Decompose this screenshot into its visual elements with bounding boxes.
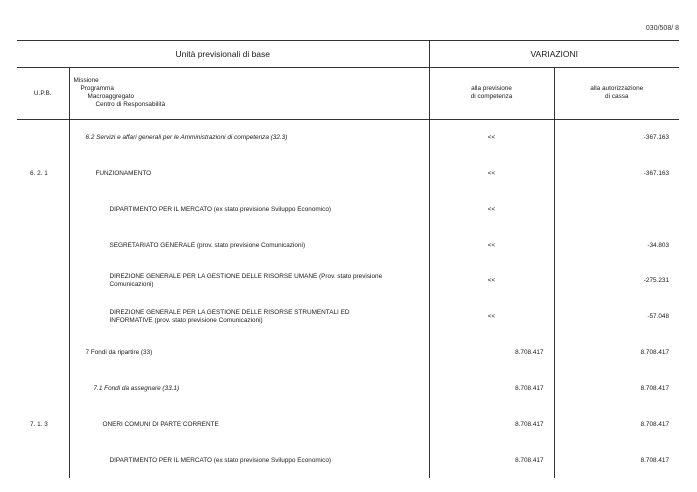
- cassa-header-line1: alla autorizzazione: [590, 85, 644, 93]
- competenza-header-line1: alla previsione: [471, 85, 512, 93]
- competenza-cell: <<: [429, 227, 554, 263]
- table-row: [17, 191, 679, 227]
- competenza-header: [429, 67, 554, 119]
- centro-label: Centro di Responsabilità: [95, 101, 166, 109]
- cassa-header-line2: di cassa: [605, 93, 629, 101]
- macroaggregato-label: Macroaggregato: [87, 93, 135, 101]
- cassa-header: [554, 67, 679, 119]
- desc-cell: 7 Fondi da ripartire (33): [69, 335, 429, 371]
- upb-cell: 7. 1. 3: [17, 406, 69, 442]
- table-row: [17, 155, 679, 191]
- cassa-cell: 8.708.417: [640, 384, 670, 392]
- table-row: [17, 227, 679, 263]
- desc-cell: ONERI COMUNI DI PARTE CORRENTE: [69, 406, 429, 442]
- upb-header: U.P.B.: [17, 67, 69, 119]
- competenza-cell: <<: [429, 299, 554, 335]
- variazioni-header: VARIAZIONI: [429, 41, 679, 68]
- programma-label: Programma: [80, 85, 114, 93]
- upb-cell: [17, 442, 69, 478]
- desc-cell: [69, 263, 429, 299]
- cassa-cell: 8.708.417: [640, 420, 670, 428]
- page-number: 030/508/ 8: [645, 25, 679, 32]
- competenza-cell: <<: [429, 155, 554, 191]
- competenza-header-line2: di competenza: [470, 93, 513, 101]
- competenza-cell: 8.708.417: [429, 370, 554, 406]
- upb-cell: [17, 191, 69, 227]
- hierarchy-labels: [70, 77, 429, 109]
- competenza-cell: 8.708.417: [429, 335, 554, 371]
- table-row: [17, 406, 679, 442]
- cassa-cell: [554, 191, 679, 227]
- cassa-cell: -275.231: [643, 277, 670, 285]
- table-row: [17, 370, 679, 406]
- hierarchy-header: [69, 67, 429, 119]
- desc-cell: 6.2 Servizi e affari generali per le Amministrazioni di competenza (32.3): [69, 119, 429, 155]
- missione-label: Missione: [73, 77, 99, 85]
- table-row: [17, 299, 679, 335]
- table-row: [17, 442, 679, 478]
- desc-text: DIREZIONE GENERALE PER LA GESTIONE DELLE RISORSE STRUMENTALI ED INFORMATIVE (prov. stato previsione Comunicazioni): [109, 308, 350, 324]
- competenza-cell: 8.708.417: [429, 442, 554, 478]
- unita-previsionali-header: Unità previsionali di base: [17, 41, 429, 68]
- header-row-top: [17, 41, 679, 68]
- upb-cell: [17, 335, 69, 371]
- upb-cell: [17, 263, 69, 299]
- desc-cell: [69, 299, 429, 335]
- cassa-cell: -57.048: [647, 313, 670, 321]
- cassa-cell: -367.163: [643, 169, 670, 177]
- desc-text: DIREZIONE GENERALE PER LA GESTIONE DELLE RISORSE UMANE (Prov. stato previsione Comunicazioni): [109, 272, 383, 288]
- competenza-cell: 8.708.417: [429, 406, 554, 442]
- upb-cell: [17, 299, 69, 335]
- desc-cell: DIPARTIMENTO PER IL MERCATO (ex stato previsione Sviluppo Economico): [69, 442, 429, 478]
- variazioni-table: [17, 40, 679, 478]
- desc-cell: DIPARTIMENTO PER IL MERCATO (ex stato previsione Sviluppo Economico): [69, 191, 429, 227]
- competenza-cell: <<: [429, 191, 554, 227]
- upb-cell: [17, 227, 69, 263]
- table-row: [17, 335, 679, 371]
- table-row: [17, 263, 679, 299]
- desc-cell: FUNZIONAMENTO: [69, 155, 429, 191]
- table-row: [17, 119, 679, 155]
- cassa-cell: -34.803: [647, 241, 670, 249]
- cassa-cell: 8.708.417: [640, 456, 670, 464]
- header-row-sub: [17, 67, 679, 119]
- upb-cell: [17, 119, 69, 155]
- competenza-cell: <<: [429, 119, 554, 155]
- competenza-cell: <<: [429, 263, 554, 299]
- upb-cell: 6. 2. 1: [17, 155, 69, 191]
- desc-cell: SEGRETARIATO GENERALE (prov. stato previsione Comunicazioni): [69, 227, 429, 263]
- desc-cell: 7.1 Fondi da assegnare (33.1): [69, 370, 429, 406]
- cassa-cell: 8.708.417: [640, 349, 670, 357]
- cassa-cell: -367.163: [643, 134, 670, 142]
- upb-cell: [17, 370, 69, 406]
